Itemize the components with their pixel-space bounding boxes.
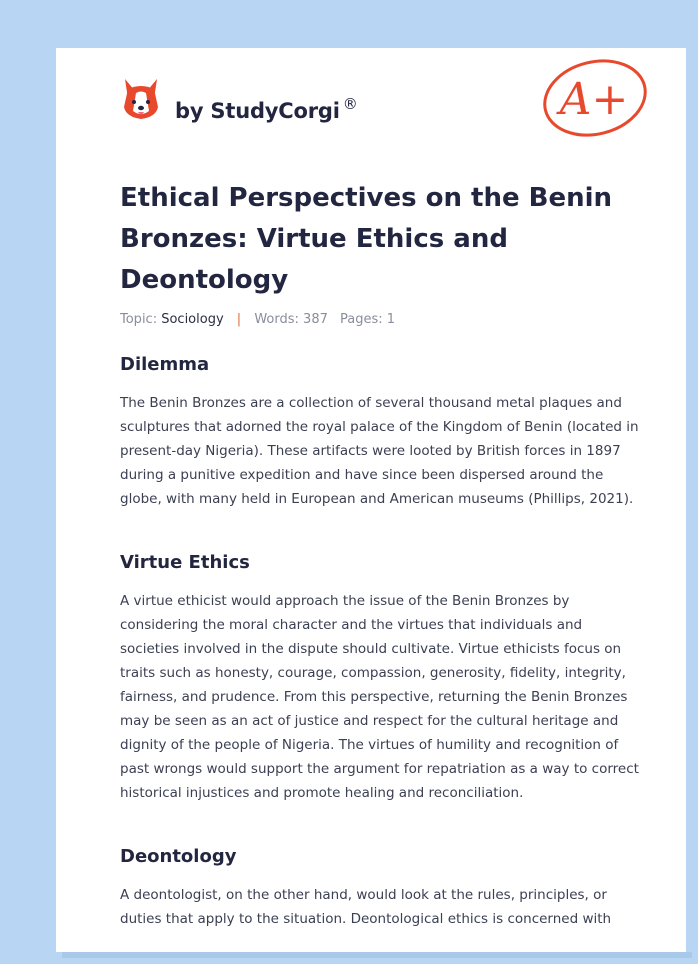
brand-text: by StudyCorgi [175, 99, 340, 123]
document-page [56, 48, 686, 952]
document-meta [120, 312, 395, 327]
brand-name[interactable] [175, 95, 358, 123]
grade-badge [538, 58, 650, 140]
section-heading-deontology: Deontology [120, 846, 237, 867]
topic-label: Topic: [120, 312, 158, 327]
section-body-virtue-ethics: A virtue ethicist would approach the issue of the Benin Bronzes by considering the moral character and the virtues that individuals and societies involved in the dispute should cultivate. Virtue ethicists focus on traits such as honesty, courage, compassion, generosity, fidelity, integrity, fairness, and prudence. From this perspective, returning the Benin Bronzes may be seen as an act of justice and respect for the cultural heritage and dignity of the people of Nigeria. The virtues of humility and recognition of past wrongs would support the argument for repatriation as a way to correct historical injustices and promote healing and reconciliation. [120, 593, 639, 801]
words-value: 387 [303, 312, 328, 327]
meta-separator: | [236, 312, 242, 327]
section-body-dilemma: The Benin Bronzes are a collection of several thousand metal plaques and sculptures that adorned the royal palace of the Kingdom of Benin (located in present-day Nigeria). These artifacts were looted by British forces in 1897 during a punitive expedition and have since been dispersed around the globe, with many held in European and American museums (Phillips, 2021). [120, 395, 639, 507]
grade-text: A+ [559, 74, 629, 125]
pages-value: 1 [386, 312, 396, 327]
section-heading-virtue-ethics: Virtue Ethics [120, 552, 250, 573]
page-title: Ethical Perspectives on the Benin Bronzes: Virtue Ethics and Deontology [120, 183, 613, 295]
registered-mark: ® [342, 95, 358, 113]
section-body-deontology: A deontologist, on the other hand, would look at the rules, principles, or duties that apply to the situation. Deontological ethics is concerned with [120, 887, 612, 927]
pages-label: Pages: [340, 312, 383, 327]
section-heading-dilemma: Dilemma [120, 354, 210, 375]
topic-link[interactable]: Sociology [161, 312, 224, 327]
corgi-logo-icon[interactable] [122, 77, 160, 121]
words-label: Words: [254, 312, 299, 327]
page-shadow [62, 952, 692, 958]
